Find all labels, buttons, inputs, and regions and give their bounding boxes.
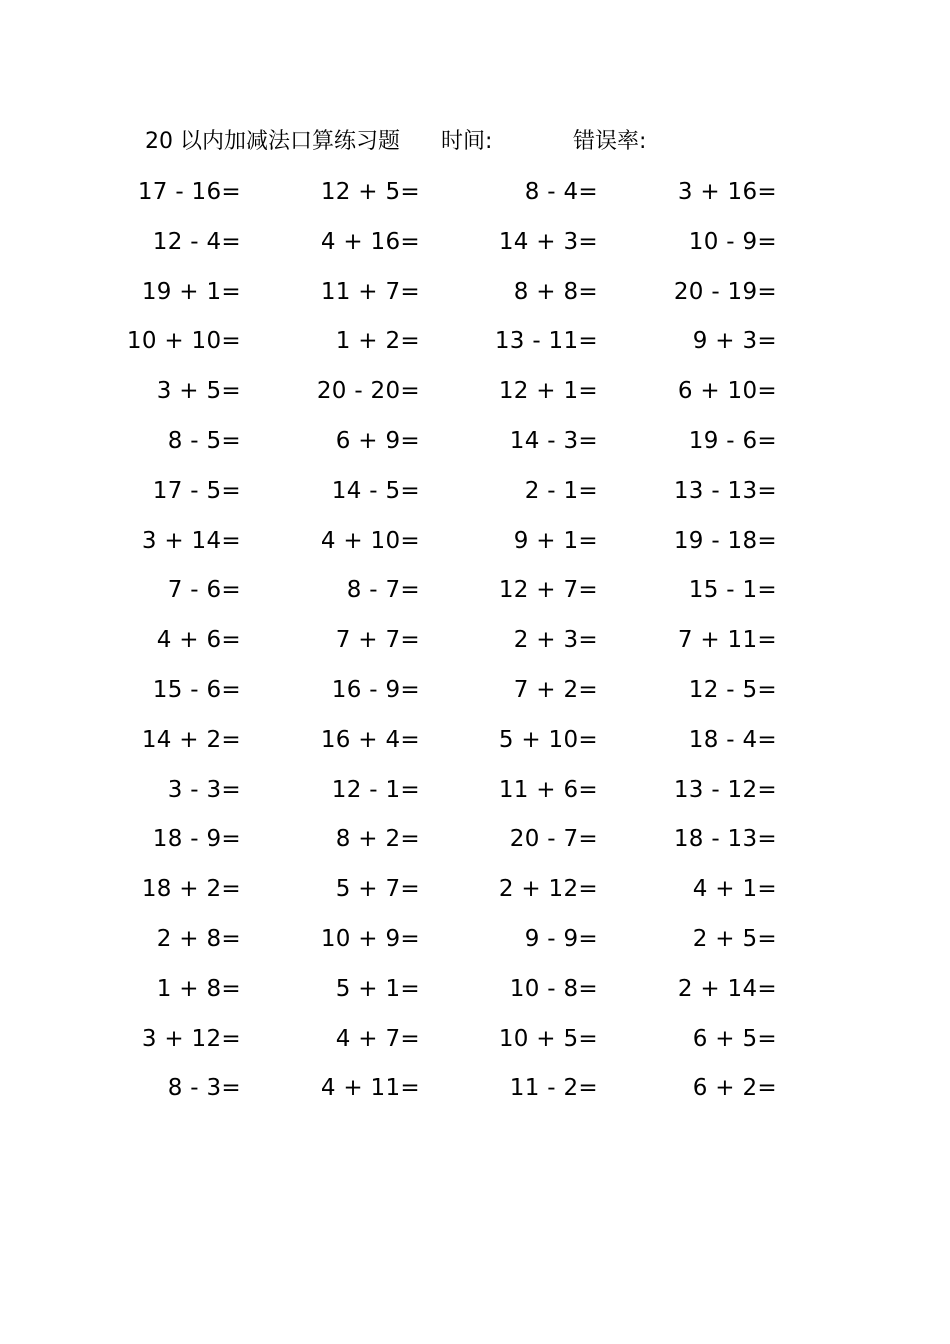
arithmetic-problem: 7 + 7= <box>335 627 420 654</box>
arithmetic-problem: 4 + 1= <box>692 876 777 903</box>
arithmetic-problem: 20 - 20= <box>316 378 420 405</box>
problem-row <box>0 1070 950 1120</box>
arithmetic-problem: 16 + 4= <box>320 726 420 753</box>
time-label: 时间: <box>441 129 493 154</box>
arithmetic-problem: 11 + 6= <box>498 776 598 803</box>
arithmetic-problem: 13 - 11= <box>494 328 598 355</box>
problem-row <box>0 174 950 224</box>
arithmetic-problem: 9 + 3= <box>692 328 777 355</box>
arithmetic-problem: 4 + 10= <box>320 527 420 554</box>
problem-row <box>0 622 950 672</box>
arithmetic-problem: 7 + 2= <box>513 676 598 703</box>
arithmetic-problem: 19 + 1= <box>141 278 241 305</box>
problem-row <box>0 423 950 473</box>
problem-row <box>0 1021 950 1071</box>
arithmetic-problem: 20 - 19= <box>673 278 777 305</box>
arithmetic-problem: 3 + 12= <box>141 1025 241 1052</box>
arithmetic-problem: 2 + 5= <box>692 925 777 952</box>
problem-row <box>0 971 950 1021</box>
worksheet-title: 20 以内加减法口算练习题 <box>145 129 400 154</box>
arithmetic-problem: 2 + 12= <box>498 876 598 903</box>
error-rate-label: 错误率: <box>573 129 647 154</box>
arithmetic-problem: 12 - 5= <box>688 676 777 703</box>
arithmetic-problem: 10 + 10= <box>126 328 241 355</box>
problem-row <box>0 523 950 573</box>
problem-row <box>0 224 950 274</box>
problem-grid <box>0 174 950 1120</box>
problem-row <box>0 722 950 772</box>
arithmetic-problem: 6 + 10= <box>677 378 777 405</box>
arithmetic-problem: 10 - 8= <box>509 975 598 1002</box>
arithmetic-problem: 12 + 5= <box>320 179 420 205</box>
arithmetic-problem: 2 + 14= <box>677 975 777 1002</box>
arithmetic-problem: 8 - 7= <box>346 577 420 604</box>
arithmetic-problem: 8 - 4= <box>524 179 598 205</box>
arithmetic-problem: 6 + 9= <box>335 427 420 454</box>
arithmetic-problem: 2 + 3= <box>513 627 598 654</box>
worksheet-header <box>145 126 845 158</box>
arithmetic-problem: 9 + 1= <box>513 527 598 554</box>
arithmetic-problem: 19 - 6= <box>688 427 777 454</box>
arithmetic-problem: 5 + 10= <box>498 726 598 753</box>
problem-row <box>0 821 950 871</box>
arithmetic-problem: 8 - 5= <box>167 427 241 454</box>
problem-row <box>0 373 950 423</box>
arithmetic-problem: 14 - 3= <box>509 427 598 454</box>
arithmetic-problem: 13 - 13= <box>673 477 777 504</box>
arithmetic-problem: 18 - 9= <box>152 826 241 853</box>
arithmetic-problem: 13 - 12= <box>673 776 777 803</box>
arithmetic-problem: 8 - 3= <box>167 1075 241 1102</box>
arithmetic-problem: 4 + 11= <box>320 1075 420 1102</box>
problem-row <box>0 921 950 971</box>
arithmetic-problem: 14 - 5= <box>331 477 420 504</box>
arithmetic-problem: 2 - 1= <box>524 477 598 504</box>
arithmetic-problem: 11 + 7= <box>320 278 420 305</box>
arithmetic-problem: 3 + 5= <box>156 378 241 405</box>
arithmetic-problem: 20 - 7= <box>509 826 598 853</box>
arithmetic-problem: 18 - 4= <box>688 726 777 753</box>
problem-row <box>0 572 950 622</box>
arithmetic-problem: 12 + 1= <box>498 378 598 405</box>
arithmetic-problem: 10 + 5= <box>498 1025 598 1052</box>
arithmetic-problem: 16 - 9= <box>331 676 420 703</box>
arithmetic-problem: 7 - 6= <box>167 577 241 604</box>
arithmetic-problem: 3 - 3= <box>167 776 241 803</box>
arithmetic-problem: 1 + 2= <box>335 328 420 355</box>
problem-row <box>0 323 950 373</box>
problem-row <box>0 772 950 822</box>
arithmetic-problem: 17 - 5= <box>152 477 241 504</box>
arithmetic-problem: 4 + 7= <box>335 1025 420 1052</box>
arithmetic-problem: 8 + 2= <box>335 826 420 853</box>
arithmetic-problem: 19 - 18= <box>673 527 777 554</box>
arithmetic-problem: 17 - 16= <box>137 179 241 205</box>
problem-row <box>0 672 950 722</box>
arithmetic-problem: 4 + 16= <box>320 228 420 255</box>
problem-row <box>0 274 950 324</box>
arithmetic-problem: 4 + 6= <box>156 627 241 654</box>
problem-row <box>0 473 950 523</box>
arithmetic-problem: 6 + 2= <box>692 1075 777 1102</box>
arithmetic-problem: 8 + 8= <box>513 278 598 305</box>
arithmetic-problem: 15 - 1= <box>688 577 777 604</box>
arithmetic-problem: 11 - 2= <box>509 1075 598 1102</box>
arithmetic-problem: 10 - 9= <box>688 228 777 255</box>
arithmetic-problem: 9 - 9= <box>524 925 598 952</box>
arithmetic-problem: 5 + 1= <box>335 975 420 1002</box>
arithmetic-problem: 2 + 8= <box>156 925 241 952</box>
arithmetic-problem: 12 + 7= <box>498 577 598 604</box>
arithmetic-problem: 18 + 2= <box>141 876 241 903</box>
arithmetic-problem: 5 + 7= <box>335 876 420 903</box>
arithmetic-problem: 14 + 2= <box>141 726 241 753</box>
arithmetic-problem: 10 + 9= <box>320 925 420 952</box>
arithmetic-problem: 14 + 3= <box>498 228 598 255</box>
arithmetic-problem: 12 - 1= <box>331 776 420 803</box>
arithmetic-problem: 12 - 4= <box>152 228 241 255</box>
arithmetic-problem: 18 - 13= <box>673 826 777 853</box>
arithmetic-problem: 7 + 11= <box>677 627 777 654</box>
arithmetic-problem: 1 + 8= <box>156 975 241 1002</box>
arithmetic-problem: 15 - 6= <box>152 676 241 703</box>
arithmetic-problem: 3 + 14= <box>141 527 241 554</box>
arithmetic-problem: 3 + 16= <box>677 179 777 205</box>
problem-row <box>0 871 950 921</box>
arithmetic-problem: 6 + 5= <box>692 1025 777 1052</box>
